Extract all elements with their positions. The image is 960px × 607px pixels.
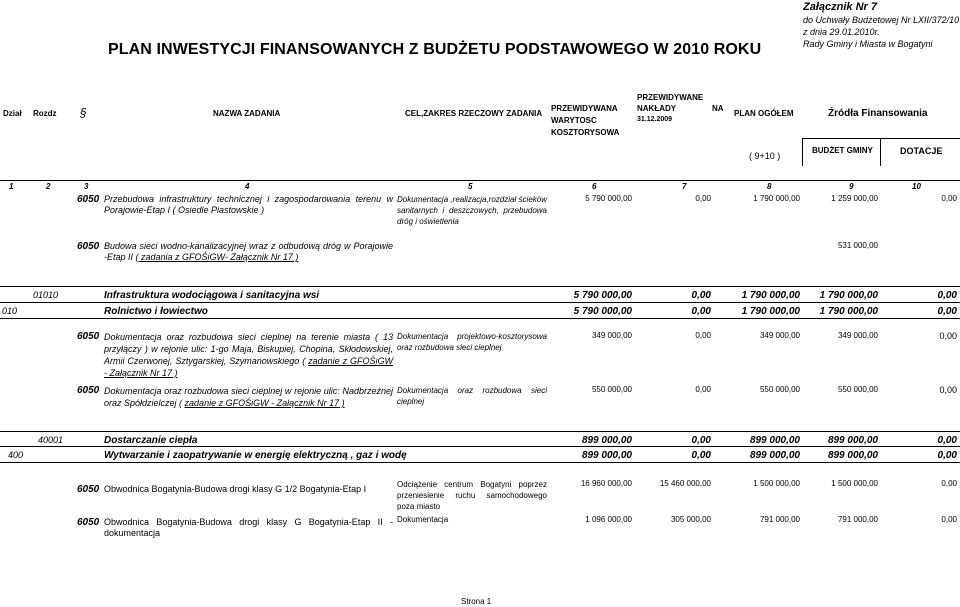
col-num-7: 7 (682, 182, 687, 191)
summary-010-bottom-rule (0, 318, 960, 319)
col-num-8: 8 (767, 182, 772, 191)
summary-01010-rozdz: 01010 (33, 290, 59, 300)
row6-value: 1 096 000,00 (585, 515, 632, 524)
header-divider-left (802, 138, 803, 166)
row4-paragraph: 6050 (77, 385, 100, 396)
row4-scope: Dokumentacja oraz rozbudowa sieci cieplnej (397, 386, 547, 406)
header-wartosc-3: KOSZTORYSOWA (551, 128, 620, 137)
summary-400-value: 899 000,00 (581, 450, 632, 461)
summary-400-plan: 899 000,00 (749, 450, 800, 461)
summary-010-plan: 1 790 000,00 (741, 306, 800, 317)
header-budzet: BUDŻET GMINY (812, 146, 873, 155)
summary-400-rule (0, 446, 960, 447)
header-wartosc-2: WARYTOSC (551, 116, 597, 125)
row4-budget: 550 000,00 (837, 385, 878, 394)
column-numbers-rule (0, 180, 960, 181)
summary-010-dzial: 010 (2, 306, 18, 316)
row3-attachment-link[interactable]: zadanie z GFOŚiGW - Załącznik Nr 17 ) (104, 356, 393, 378)
header-naklady-3: 31.12.2009 (637, 116, 673, 123)
row2-budget: 531 000,00 (837, 241, 878, 250)
summary-010-rule (0, 302, 960, 303)
summary-40001-costs: 0,00 (691, 435, 711, 446)
row6-task-name: Obwodnica Bogatynia-Budowa drogi klasy G Bogatynia-Etap II - dokumentacja (104, 517, 393, 538)
row5-grants: 0,00 (941, 479, 957, 488)
header-paragraph: § (80, 106, 87, 120)
document-title: PLAN INWESTYCJI FINANSOWANYCH Z BUDŻETU PODSTAWOWEGO W 2010 ROKU (108, 41, 762, 58)
summary-40001-name: Dostarczanie ciepła (104, 435, 198, 446)
attachment-resolution: do Uchwały Budżetowej Nr LXII/372/10 (803, 15, 960, 25)
summary-01010-costs: 0,00 (691, 290, 711, 301)
attachment-date: z dnia 29.01.2010r. (803, 27, 880, 37)
summary-40001-value: 899 000,00 (581, 435, 632, 446)
summary-010-value: 5 790 000,00 (573, 306, 632, 317)
header-rozdz: Rozdz (33, 109, 57, 118)
summary-40001-plan: 899 000,00 (749, 435, 800, 446)
summary-400-budget: 899 000,00 (827, 450, 878, 461)
row1-scope: Dokumentacja ,realizacja,rozdział ścieków sanitarnych i deszczowych, przebudowa dróg i oświetlenia (397, 195, 547, 226)
row2-attachment-link[interactable]: ( zadania z GFOŚiGW- Załącznik Nr 17 ) (135, 252, 299, 262)
summary-010-name: Rolnictwo i łowiectwo (104, 306, 208, 317)
row1-plan: 1 790 000,00 (753, 194, 800, 203)
row6-scope: Dokumentacja (397, 515, 449, 524)
row5-plan: 1 500 000,00 (753, 479, 800, 488)
col-num-9: 9 (849, 182, 854, 191)
attachment-council: Rady Gminy i Miasta w Bogatyni (803, 39, 933, 49)
header-cel: CEL,ZAKRES RZECZOWY ZADANIA (405, 109, 543, 118)
summary-40001-rule (0, 431, 960, 432)
row2-paragraph: 6050 (77, 241, 100, 252)
row3-budget: 349 000,00 (837, 331, 878, 340)
row5-scope: Odciążenie centrum Bogatyni poprzez przeniesienie ruchu samochodowego poza miasto (397, 480, 547, 511)
summary-01010-plan: 1 790 000,00 (741, 290, 800, 301)
row6-paragraph: 6050 (77, 517, 100, 528)
header-rule-sources (802, 138, 960, 139)
row1-costs: 0,00 (695, 194, 711, 203)
row6-plan: 791 000,00 (759, 515, 800, 524)
row2-task-name-text: Budowa sieci wodno-kanalizacyjnej wraz z odbudową dróg w Porajowie -Etap II (104, 241, 393, 262)
row3-task-name-text: Dokumentacja oraz rozbudowa sieci cieplnej na terenie miasta ( 13 przyłączy ) w rejonie ulic: 1-go Maja, Biskupiej, Chopina, Skłodowskiej, Armii Czerwonej, Sztygarskiej, Szymanowskiego ( (104, 332, 393, 366)
col-num-4: 4 (245, 182, 250, 191)
row4-grants: 0,00 (939, 385, 957, 395)
row5-paragraph: 6050 (77, 484, 100, 495)
row3-costs: 0,00 (695, 331, 711, 340)
summary-01010-value: 5 790 000,00 (573, 290, 632, 301)
row5-task-name: Obwodnica Bogatynia-Budowa drogi klasy G 1/2 Bogatynia-Etap I (104, 484, 367, 494)
attachment-number: Załącznik Nr 7 (803, 1, 877, 13)
row3-plan: 349 000,00 (759, 331, 800, 340)
row4-plan: 550 000,00 (759, 385, 800, 394)
col-num-10: 10 (912, 182, 921, 191)
row4-task-name-text: Dokumentacja oraz rozbudowa sieci cieplnej w rejonie ulic: Nadbrzeżnej oraz Spółdzielczej ( (104, 386, 393, 408)
row4-value: 550 000,00 (591, 385, 632, 394)
header-zrodla: Źródła Finansowania (828, 108, 928, 119)
summary-40001-grants: 0,00 (937, 435, 957, 446)
summary-400-bottom-rule (0, 462, 960, 463)
header-divider-right (880, 138, 881, 166)
row3-paragraph: 6050 (77, 331, 100, 342)
row1-grants: 0,00 (941, 194, 957, 203)
col-num-3: 3 (84, 182, 89, 191)
summary-010-grants: 0,00 (937, 306, 957, 317)
header-plan: PLAN OGÓŁEM (734, 109, 794, 118)
summary-40001-rozdz: 40001 (38, 435, 64, 445)
header-dotacje: DOTACJE (900, 146, 943, 156)
header-nazwa: NAZWA ZADANIA (213, 109, 281, 118)
row1-value: 5 790 000,00 (585, 194, 632, 203)
row1-paragraph: 6050 (77, 194, 100, 205)
row3-value: 349 000,00 (591, 331, 632, 340)
summary-01010-budget: 1 790 000,00 (819, 290, 878, 301)
row4-costs: 0,00 (695, 385, 711, 394)
summary-400-grants: 0,00 (937, 450, 957, 461)
row4-attachment-link[interactable]: zadanie z GFOŚiGW - Załącznik Nr 17 ) (184, 398, 345, 408)
summary-40001-budget: 899 000,00 (827, 435, 878, 446)
row5-value: 16 960 000,00 (580, 479, 632, 488)
summary-400-costs: 0,00 (691, 450, 711, 461)
row2-task-name (104, 241, 393, 263)
row3-task-name (104, 331, 393, 379)
summary-010-budget: 1 790 000,00 (819, 306, 878, 317)
header-dzial: Dział (3, 109, 22, 118)
row3-grants: 0,00 (939, 331, 957, 341)
header-wartosc-1: PRZEWIDYWANA (551, 104, 618, 113)
row6-costs: 305 000,00 (670, 515, 711, 524)
row3-scope: Dokumentacja projektowo-kosztorysowa oraz rozbudowa sieci cieplnej (397, 332, 547, 352)
row5-costs: 15 460 000,00 (659, 479, 711, 488)
row6-budget: 791 000,00 (837, 515, 878, 524)
summary-010-costs: 0,00 (691, 306, 711, 317)
row4-task-name (104, 385, 393, 409)
col-num-1: 1 (9, 182, 14, 191)
row5-budget: 1 500 000,00 (831, 479, 878, 488)
summary-01010-name: Infrastruktura wodociągowa i sanitacyjna wsi (104, 290, 320, 301)
row1-budget: 1 259 000,00 (831, 194, 878, 203)
header-naklady-2: NAKŁADY (637, 104, 677, 113)
summary-400-name: Wytwarzanie i zaopatrywanie w energię elektryczną , gaz i wodę (104, 450, 407, 461)
row1-task-name: Przebudowa infrastruktury technicznej i zagospodarowania terenu w Porajowie-Etap I ( Osiedle Piastowskie ) (104, 194, 393, 215)
col-num-6: 6 (592, 182, 597, 191)
row6-grants: 0,00 (941, 515, 957, 524)
header-naklady-1: PRZEWIDYWANE (637, 93, 704, 102)
header-naklady-na: NA (712, 104, 724, 113)
summary-01010-rule (0, 286, 960, 287)
summary-01010-grants: 0,00 (937, 290, 957, 301)
col-num-5: 5 (468, 182, 473, 191)
page-number: Strona 1 (461, 597, 492, 606)
header-plan-formula: ( 9+10 ) (749, 151, 781, 161)
col-num-2: 2 (46, 182, 51, 191)
summary-400-dzial: 400 (8, 450, 24, 460)
